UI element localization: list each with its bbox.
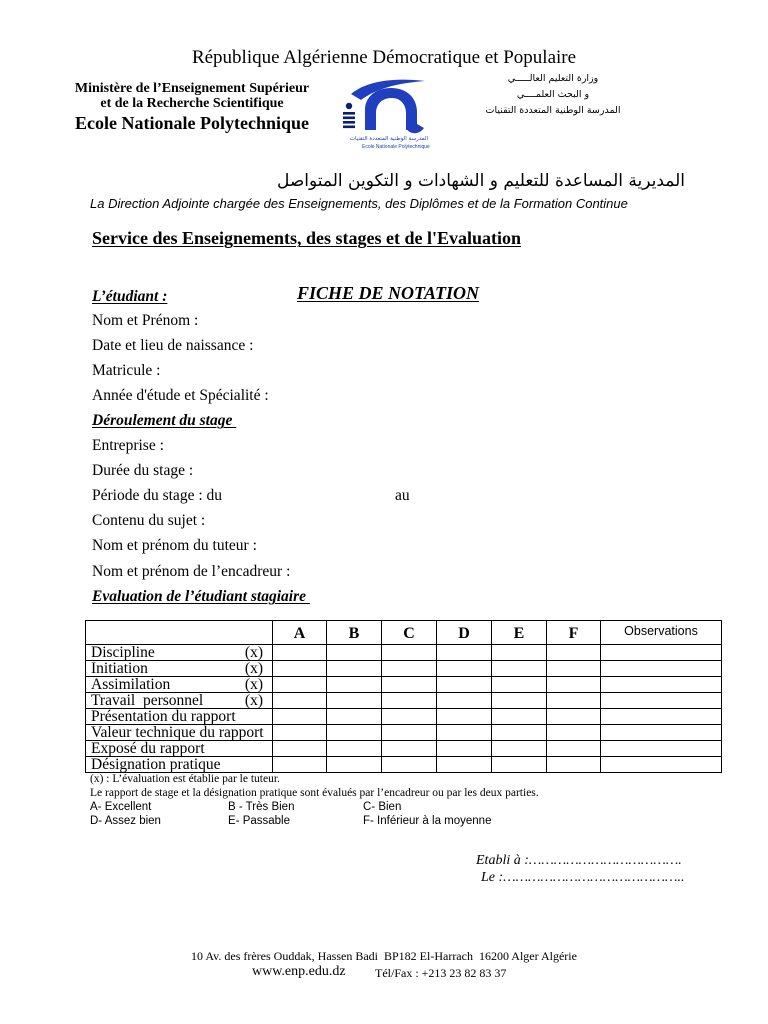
evaluation-row [86,693,722,709]
grade-cell [492,677,547,693]
logo-caption-arabic: المدرسة الوطنية المتعددة التقنيات [349,136,428,142]
date-line: Le :…………………………………….. [481,870,685,885]
grade-cell [273,661,327,677]
grade-header-f: F [547,621,601,645]
evaluation-row [86,725,722,741]
evaluation-row [86,645,722,661]
logo-arch [365,88,417,130]
logo-figure-bar [343,121,355,124]
evaluation-header-row [86,621,722,645]
internship-heading: Déroulement du stage [92,412,237,429]
grade-cell [327,709,382,725]
field-subject: Contenu du sujet : [92,512,206,529]
criterion-cell [86,741,273,757]
grade-header-a: A [273,621,327,645]
criterion-label: Valeur technique du rapport [91,725,264,740]
grade-cell [492,725,547,741]
grade-legend-a: A- Excellent [90,801,152,813]
established-at-line: Etabli à :………………………………. [476,853,682,868]
grade-cell [327,741,382,757]
grade-cell [492,645,547,661]
criterion-cell [86,709,273,725]
service-title: Service des Enseignements, des stages et de l'Evaluation [92,228,521,248]
ministry-line-2: et de la Recherche Scientifique [100,96,284,111]
tutor-marker: (x) [244,661,263,676]
criterion-label: Travail personnel [91,693,204,708]
grade-cell [437,661,492,677]
evaluation-heading: Evaluation de l’étudiant stagiaire [92,588,310,605]
grade-cell [273,693,327,709]
criterion-cell [86,725,273,741]
grade-legend-f: F- Inférieur à la moyenne [363,815,492,827]
grade-cell [547,661,601,677]
grade-header-c: C [382,621,437,645]
field-year-specialty: Année d'étude et Spécialité : [92,387,269,404]
observations-cell [601,677,722,693]
criterion-label: Initiation [91,661,148,676]
criterion-label: Exposé du rapport [91,741,205,756]
evaluation-row [86,661,722,677]
direction-arabic-title: المديرية المساعدة للتعليم و الشهادات و التكوين المتواصل [276,171,686,191]
field-tutor: Nom et prénom du tuteur : [92,537,257,554]
school-arabic-name: المدرسة الوطنية المتعددة التقنيات [485,105,621,116]
evaluation-table [85,620,722,773]
criterion-cell [86,757,273,773]
observations-cell [601,645,722,661]
tutor-marker: (x) [244,693,263,708]
ministry-arabic-line-2: و البحث العلمــــي [516,89,590,100]
field-registration-number: Matricule : [92,362,161,379]
grade-cell [382,677,437,693]
logo-figure-head [346,103,352,109]
observations-cell [601,709,722,725]
tutor-note: (x) : L’évaluation est établie par le tuteur. [90,773,280,785]
field-period-to: au [395,487,410,504]
ministry-arabic-line-1: وزارة التعليم العالـــــي [507,73,599,84]
grade-cell [273,645,327,661]
footer-website: www.enp.edu.dz [252,964,346,979]
observations-cell [601,661,722,677]
tutor-marker: (x) [244,677,263,692]
grade-legend-e: E- Passable [228,815,291,827]
field-name: Nom et Prénom : [92,312,199,329]
grade-cell [492,693,547,709]
grade-cell [492,661,547,677]
grade-cell [382,661,437,677]
observations-cell [601,725,722,741]
grade-cell [547,677,601,693]
grade-cell [547,693,601,709]
observations-cell [601,741,722,757]
grade-cell [437,677,492,693]
grade-cell [437,741,492,757]
field-birth: Date et lieu de naissance : [92,337,254,354]
grade-legend-c: C- Bien [363,801,402,813]
criteria-header-cell [86,621,273,645]
logo-caption-french: Ecole Nationale Polytechnique [362,144,430,150]
field-supervisor: Nom et prénom de l’encadreur : [92,563,291,580]
school-logo [337,78,427,136]
grade-cell [273,709,327,725]
criterion-cell [86,645,273,661]
grade-cell [327,693,382,709]
grade-cell [547,645,601,661]
student-heading: L’étudiant : [92,288,168,305]
evaluation-row [86,741,722,757]
grade-cell [492,709,547,725]
grade-legend-b: B - Très Bien [228,801,295,813]
logo-figure-bar [343,126,355,129]
grade-cell [273,725,327,741]
grade-cell [437,725,492,741]
grade-cell [547,725,601,741]
report-note: Le rapport de stage et la désignation pratique sont évalués par l’encadreur ou par les deux parties. [90,787,539,799]
criterion-label: Présentation du rapport [91,709,236,724]
evaluation-row [86,757,722,773]
grade-cell [547,757,601,773]
evaluation-row [86,709,722,725]
field-period-from: Période du stage : du [92,487,223,504]
field-company: Entreprise : [92,437,164,454]
grade-cell [382,757,437,773]
footer-address: 10 Av. des frères Ouddak, Hassen Badi BP182 El-Harrach 16200 Alger Algérie [191,949,577,963]
grade-cell [437,709,492,725]
footer-phone: Tél/Fax : +213 23 82 83 37 [375,966,507,980]
logo-figure-bar [343,117,355,120]
grade-cell [492,741,547,757]
grade-cell [382,741,437,757]
grade-cell [437,693,492,709]
grade-header-b: B [327,621,382,645]
grade-legend-d: D- Assez bien [90,815,161,827]
grade-cell [327,757,382,773]
logo-figure-bar [343,112,355,115]
grade-cell [382,725,437,741]
grade-cell [437,757,492,773]
observations-header: Observations [601,621,722,645]
field-duration: Durée du stage : [92,462,194,479]
criterion-label: Désignation pratique [91,757,221,772]
tutor-marker: (x) [244,645,263,660]
criterion-cell [86,661,273,677]
evaluation-row [86,677,722,693]
grade-cell [327,645,382,661]
school-name: Ecole Nationale Polytechnique [75,113,309,133]
republic-title: République Algérienne Démocratique et Populaire [191,47,577,68]
criterion-cell [86,677,273,693]
criterion-label: Discipline [91,645,155,660]
grade-cell [327,661,382,677]
grade-cell [382,693,437,709]
grade-cell [327,677,382,693]
grade-cell [547,741,601,757]
criterion-label: Assimilation [91,677,171,692]
grade-cell [382,645,437,661]
grade-cell [327,725,382,741]
grade-cell [273,757,327,773]
grade-header-d: D [437,621,492,645]
grade-cell [492,757,547,773]
criterion-cell [86,693,273,709]
grade-cell [547,709,601,725]
grade-header-e: E [492,621,547,645]
observations-cell [601,757,722,773]
grade-cell [273,741,327,757]
grade-cell [382,709,437,725]
form-title: FICHE DE NOTATION [296,283,480,303]
grade-cell [273,677,327,693]
direction-french-title: La Direction Adjointe chargée des Enseignements, des Diplômes et de la Formation Continue [90,196,628,211]
ministry-line-1: Ministère de l’Enseignement Supérieur [74,81,310,96]
grade-cell [437,645,492,661]
observations-cell [601,693,722,709]
